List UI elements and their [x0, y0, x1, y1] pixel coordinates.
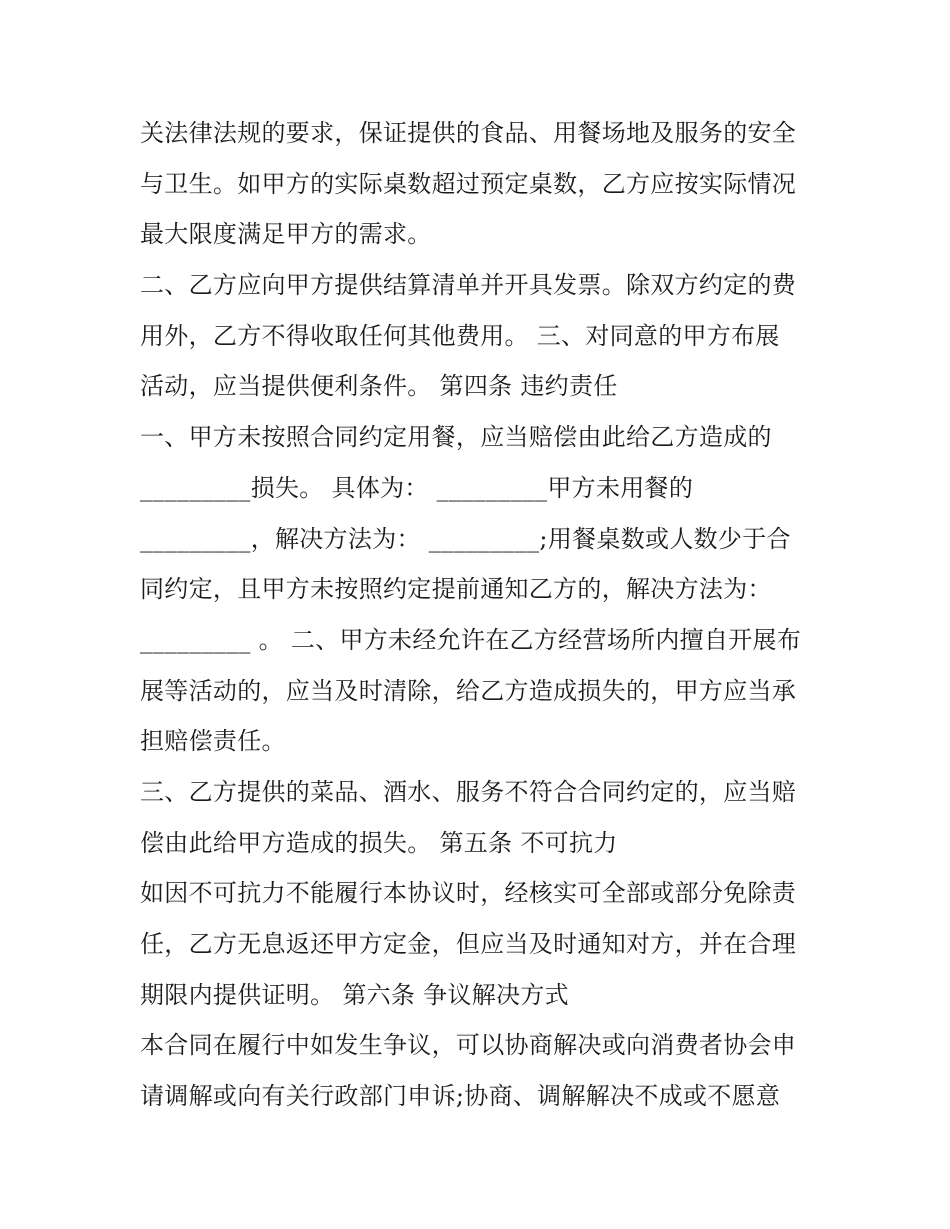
- text-line: 最大限度满足甲方的需求。: [140, 220, 432, 249]
- text-line: 期限内提供证明。 第六条 争议解决方式: [140, 980, 569, 1009]
- text-line: 与卫生。如甲方的实际桌数超过预定桌数，乙方应按实际情况: [140, 169, 797, 198]
- text-line: 关法律法规的要求，保证提供的食品、用餐场地及服务的安全: [140, 119, 797, 147]
- text-line: 担赔偿责任。: [140, 727, 286, 756]
- text-line: _________ 。 二、甲方未经允许在乙方经营场所内擅自开展布: [140, 625, 802, 654]
- text-line: 一、甲方未按照合同约定用餐，应当赔偿由此给乙方造成的: [140, 423, 772, 452]
- contract-text-block: [140, 108, 820, 1122]
- text-line: 本合同在履行中如发生争议，可以协商解决或向消费者协会申: [140, 1031, 797, 1060]
- text-line: _________损失。 具体为： _________甲方未用餐的: [140, 473, 694, 502]
- text-line: 二、乙方应向甲方提供结算清单并开具发票。除双方约定的费: [140, 271, 797, 300]
- text-line: 活动，应当提供便利条件。 第四条 违约责任: [140, 372, 618, 401]
- text-line: 如因不可抗力不能履行本协议时，经核实可全部或部分免除责: [140, 879, 797, 908]
- text-line: 三、乙方提供的菜品、酒水、服务不符合合同约定的，应当赔: [140, 777, 797, 806]
- text-line: 用外，乙方不得收取任何其他费用。 三、对同意的甲方布展: [140, 321, 780, 350]
- text-line: 任，乙方无息返还甲方定金，但应当及时通知对方，并在合理: [140, 930, 797, 958]
- text-line: 偿由此给甲方造成的损失。 第五条 不可抗力: [140, 828, 618, 857]
- text-line: _________，解决方法为： _________;用餐桌数或人数少于合: [140, 524, 791, 553]
- text-line: 同约定，且甲方未按照约定提前通知乙方的，解决方法为：: [140, 575, 772, 604]
- text-line: 展等活动的，应当及时清除，给乙方造成损失的，甲方应当承: [140, 676, 797, 705]
- text-line: 请调解或向有关行政部门申诉;协商、调解解决不成或不愿意: [140, 1082, 781, 1111]
